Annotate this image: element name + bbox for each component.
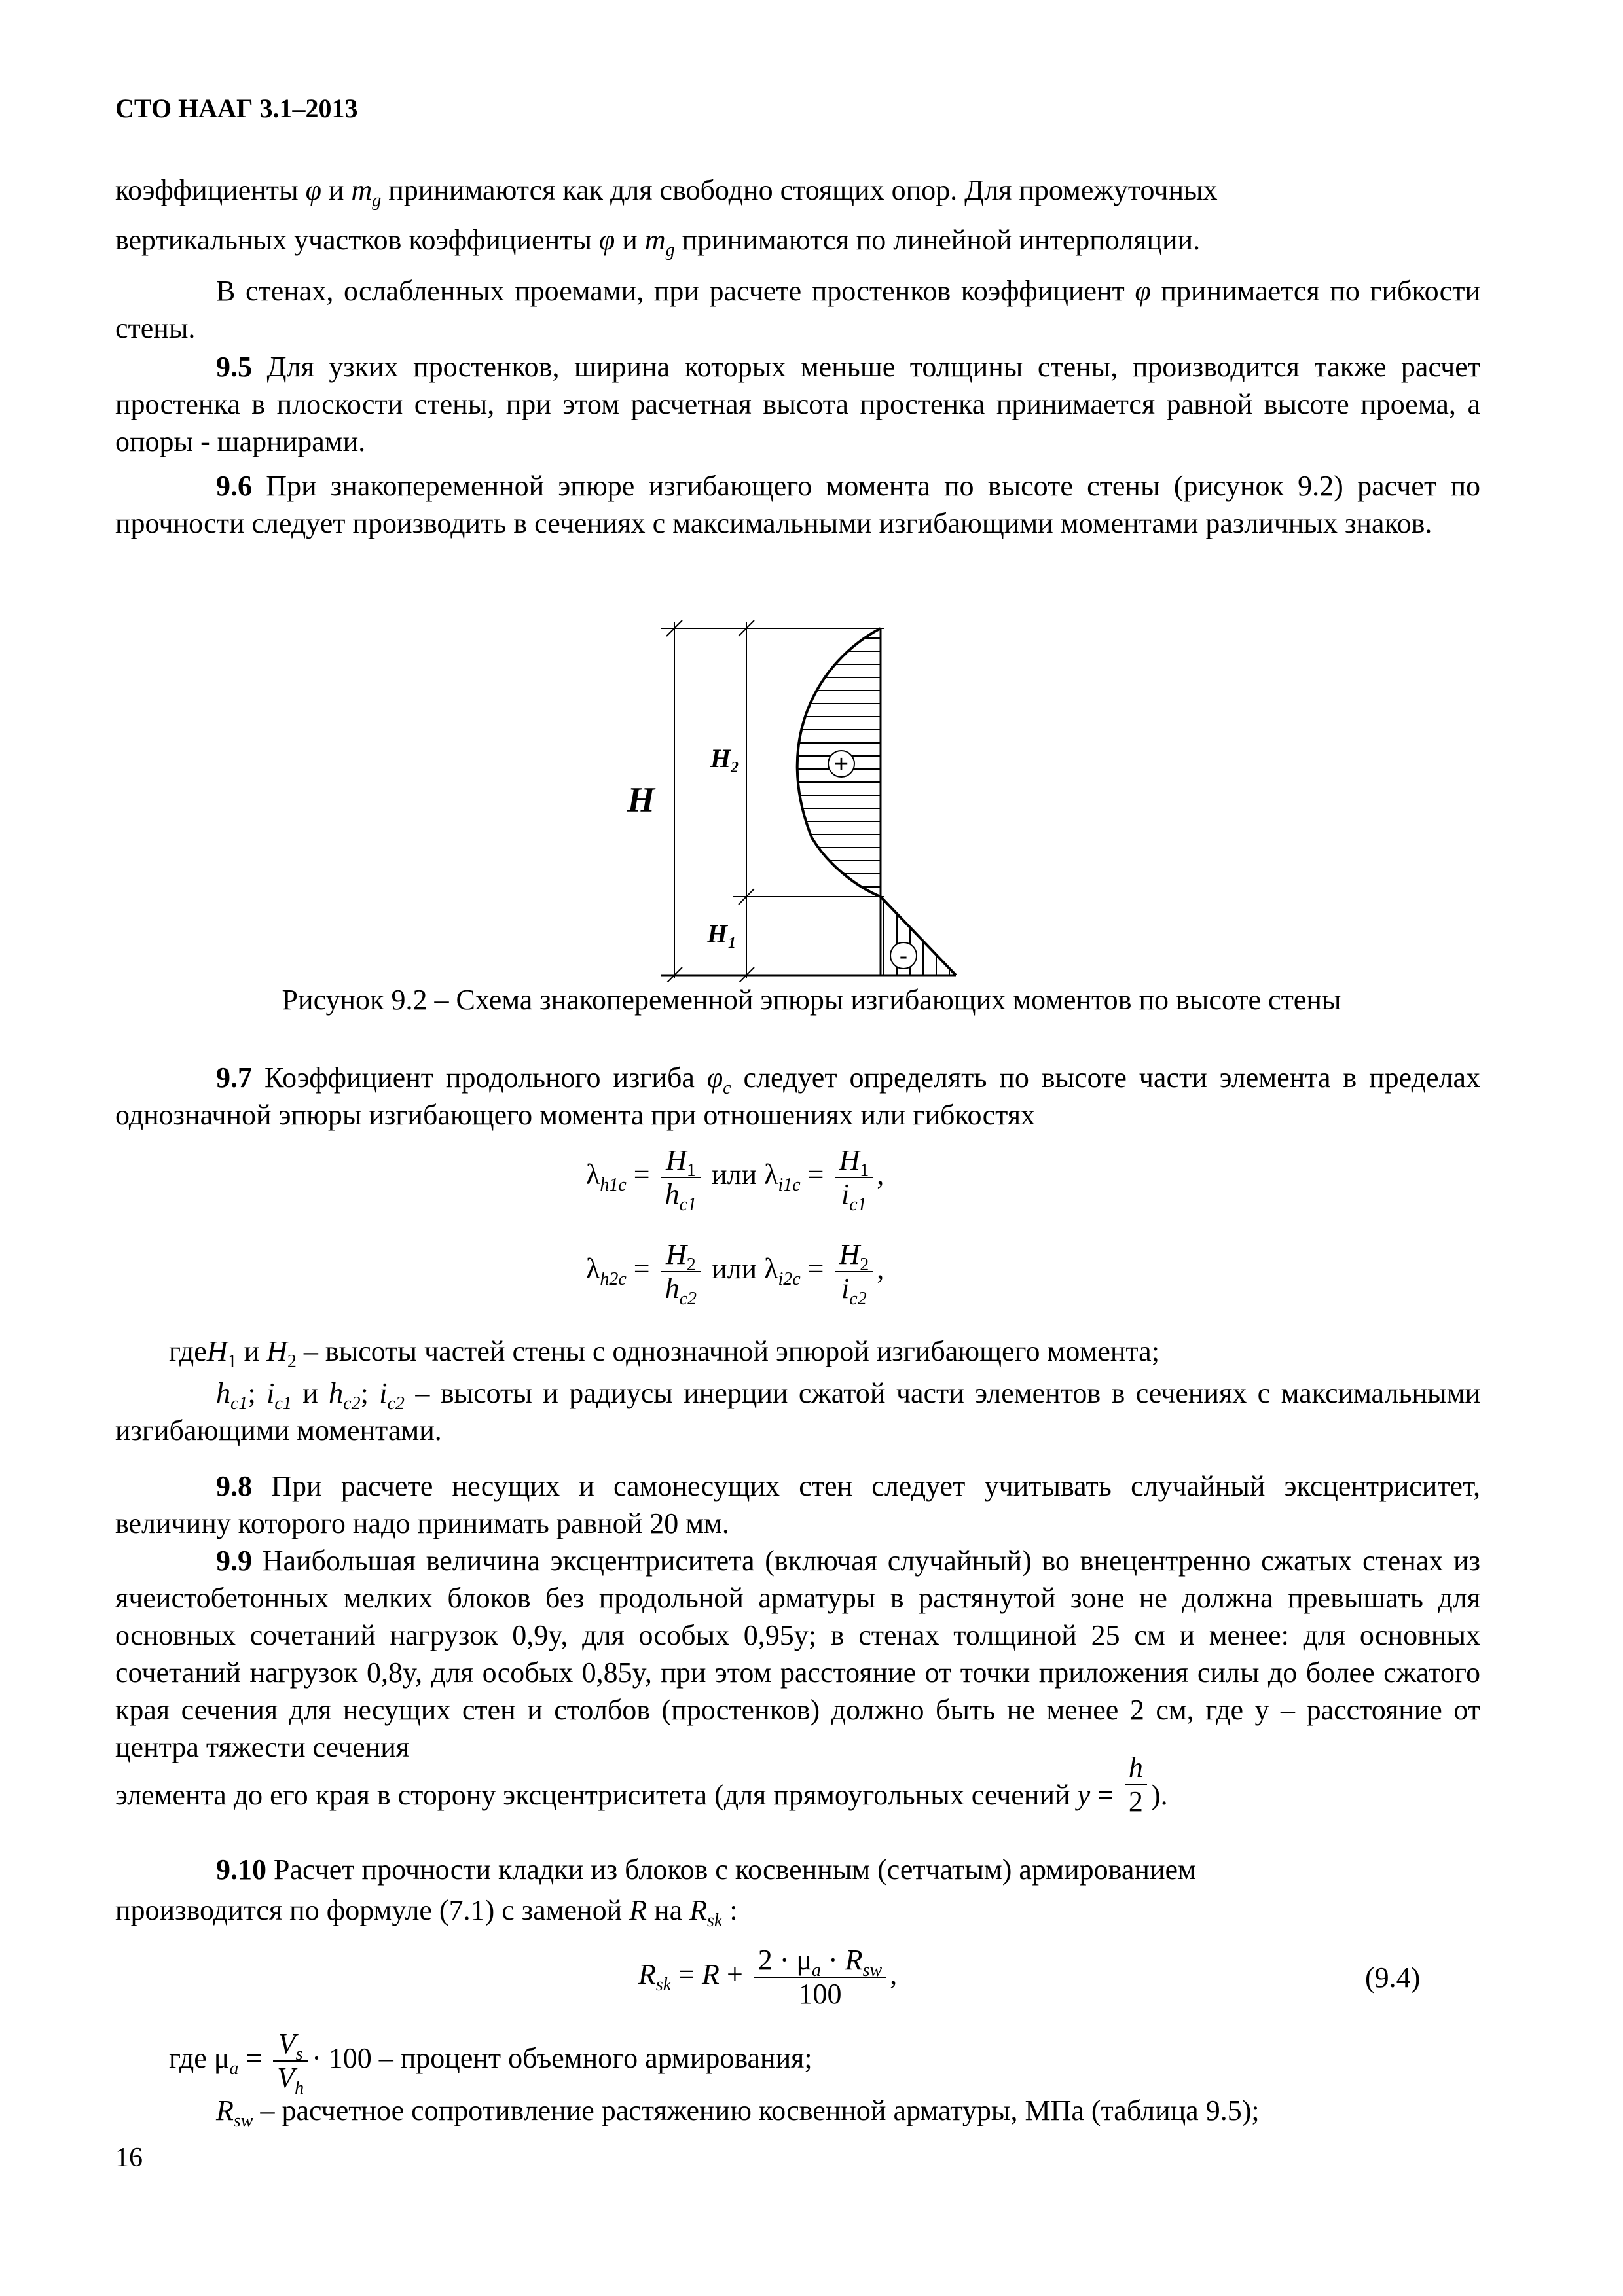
formula-lambda-1: $\lambda_{h1c}$ = $\frac{H_1}{h_{c1}}$ или $\lambda_{i1c}$ = $\frac{H_1}{i_{c1}}$ , (586, 1144, 884, 1215)
paragraph-9-8: 9.8 При расчете несущих и самонесущих стен следует учитывать случайный эксцентриситет, величину которого надо принимать равной 20 мм. (115, 1470, 1481, 1539)
page-number: 16 (115, 2143, 143, 2173)
minus-sign: - (899, 942, 908, 970)
paragraph-9-9: 9.9 Наибольшая величина эксцентриситета (включая случайный) во внецентренно сжатых стенах из ячеистобетонных мелких блоков без продольной арматуры в растянутой зоне не должна превышать для основных сочетаний нагрузок 0,9y, для особых 0,95y; в стенах толщиной 25 см и менее: для основных сочетаний нагрузок 0,8y, для особых 0,85y, при этом расстояние от точки приложения силы до более сжатого края сечения для несущих стен и столбов (простенков) должно быть не менее 2 см, где y – расстояние от центра тяжести сечения (115, 1545, 1480, 1763)
where-hc-line: $h_{c1}$; $i_{c1}$ и $h_{c2}$; $i_{c2}$ – высоты и радиусы инерции сжатой части элементов в сечениях с максимальными изгибающими моментами. (115, 1377, 1481, 1446)
label-H1-sub: 1 (728, 935, 736, 952)
moment-curve (797, 628, 956, 975)
rsw-line: $R_{sw}$ – расчетное сопротивление растяжению косвенной арматуры, МПа (таблица 9.5); (216, 2094, 1260, 2131)
paragraph-9-5: 9.5 Для узких простенков, ширина которых меньше толщины стены, производится также расчет простенка в плоскости стены, при этом расчетная высота простенка принимается равной высоте проема, а опоры - шарнирами. (115, 351, 1480, 457)
label-H2-sub: 2 (731, 759, 739, 776)
paragraph-9-10: 9.10 Расчет прочности кладки из блоков с косвенным (сетчатым) армированием (216, 1854, 1196, 1886)
plus-sign: + (833, 751, 849, 778)
formula-lambda-2: $\lambda_{h2c}$ = $\frac{H_2}{h_{c2}}$ или $\lambda_{i2c}$ = $\frac{H_2}{i_{c2}}$ , (586, 1238, 884, 1309)
where-mu-line: где $\mu_a$ = $\frac{V_s}{V_h}$ · 100 – процент объемного армирования; (169, 2028, 812, 2098)
figure-caption: Рисунок 9.2 – Схема знакопеременной эпюры изгибающих моментов по высоте стены (282, 984, 1341, 1016)
formula-9-4: $R_{sk} = R$ + $\frac{2 \cdot \mu_a \cdot R_{sw}}{100}$ , (638, 1944, 898, 2010)
label-H1: H (707, 919, 728, 948)
paragraph-9-6: 9.6 При знакопеременной эпюре изгибающего момента по высоте стены (рисунок 9.2) расчет по прочности следует производить в сечениях с максимальными изгибающими моментами различных знаков. (115, 470, 1481, 539)
document-header: СТО НААГ 3.1–2013 (115, 94, 358, 123)
label-H2: H (710, 744, 731, 773)
where-H-line: гдеH$_1$ и $H_2$ – высоты частей стены с однозначной эпюрой изгибающего момента; (169, 1335, 1159, 1372)
equation-number: (9.4) (1365, 1962, 1421, 1994)
paragraph-2: В стенах, ослабленных проемами, при расчете простенков коэффициент φ принимается по гибкости стены. (115, 275, 1480, 344)
moment-diagram-figure (622, 609, 989, 982)
paragraph-1: коэффициенты φ и $m_g$ принимаются как для свободно стоящих опор. Для промежуточных (115, 174, 1218, 211)
paragraph-9-7: 9.7 Коэффициент продольного изгиба $\varphi_c$ следует определять по высоте части элемента в пределах однозначной эпюры изгибающего момента при отношениях или гибкостях (115, 1062, 1481, 1131)
label-H: H (627, 780, 655, 819)
paragraph-9-10-cont: производится по формуле (7.1) с заменой R на $R_{sk}$ : (115, 1894, 738, 1931)
paragraph-1-cont: вертикальных участков коэффициенты φ и $m_g$ принимаются по линейной интерполяции. (115, 224, 1201, 260)
paragraph-9-9-last-line: элемента до его края в сторону эксцентриситета (для прямоугольных сечений y = $\frac{h}{2}$ ). (115, 1751, 1168, 1818)
